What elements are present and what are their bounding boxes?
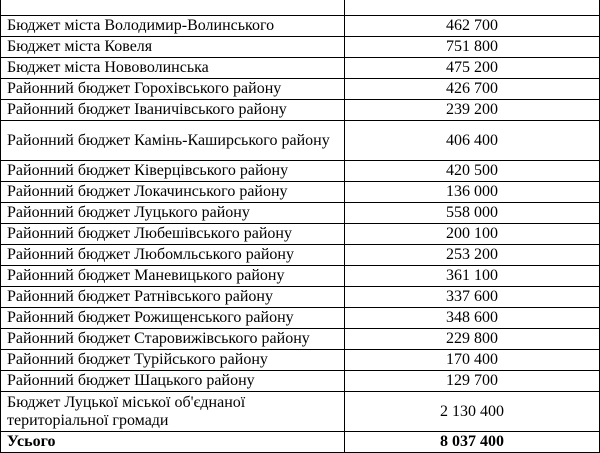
table-row [1, 266, 600, 287]
budget-amount-cell: 239 200 [345, 100, 600, 121]
budget-amount-cell: 229 800 [345, 329, 600, 350]
budget-amount-cell: 136 000 [345, 182, 600, 203]
table-row [1, 58, 600, 79]
budget-amount-cell: 475 200 [345, 58, 600, 79]
budget-name-cell: Районний бюджет Рожищенського району [1, 308, 345, 329]
table-row [1, 329, 600, 350]
budget-name-cell: Районний бюджет Шацького району [1, 371, 345, 392]
budget-name-cell: Бюджет міста Володимир-Волинського [1, 16, 345, 37]
table-row [1, 100, 600, 121]
budget-amount-cell: 558 000 [345, 203, 600, 224]
table-row [1, 287, 600, 308]
budget-amount-cell: 337 600 [345, 287, 600, 308]
table-row [1, 308, 600, 329]
spacer-cell [1, 0, 345, 16]
budget-name-cell: Районний бюджет Локачинського району [1, 182, 345, 203]
table-row [1, 37, 600, 58]
spacer-cell [345, 0, 600, 16]
budget-amount-cell: 406 400 [345, 121, 600, 161]
budget-name-cell: Бюджет міста Ковеля [1, 37, 345, 58]
budget-name-cell: Районний бюджет Горохівського району [1, 79, 345, 100]
budget-amount-cell: 200 100 [345, 224, 600, 245]
budget-name-cell: Бюджет Луцької міської об'єднаної територіальної громади [1, 392, 345, 432]
budget-name-cell: Районний бюджет Любомльського району [1, 245, 345, 266]
budget-amount-cell: 2 130 400 [345, 392, 600, 432]
table-row [1, 245, 600, 266]
budget-name-cell: Районний бюджет Турійського району [1, 350, 345, 371]
total-row [1, 432, 600, 453]
budget-amount-cell: 348 600 [345, 308, 600, 329]
budget-name-cell: Районний бюджет Луцького району [1, 203, 345, 224]
budget-amount-cell: 253 200 [345, 245, 600, 266]
budget-name-cell: Районний бюджет Ратнівського району [1, 287, 345, 308]
table-row [1, 203, 600, 224]
budget-amount-cell: 751 800 [345, 37, 600, 58]
budget-amount-cell: 420 500 [345, 161, 600, 182]
budget-name-cell: Бюджет міста Нововолинська [1, 58, 345, 79]
budget-name-cell: Районний бюджет Старовижівського району [1, 329, 345, 350]
budget-amount-cell: 129 700 [345, 371, 600, 392]
budget-name-cell: Районний бюджет Ківерцівського району [1, 161, 345, 182]
budget-name-cell: Районний бюджет Любешівського району [1, 224, 345, 245]
total-label: Усього [1, 432, 345, 453]
table-row [1, 224, 600, 245]
budget-amount-cell: 170 400 [345, 350, 600, 371]
table-row [1, 121, 600, 161]
budget-name-cell: Районний бюджет Іваничівського району [1, 100, 345, 121]
table-row [1, 161, 600, 182]
table-row [1, 350, 600, 371]
budget-name-cell: Районний бюджет Маневицького району [1, 266, 345, 287]
table-row [1, 79, 600, 100]
top-spacer-row [1, 0, 600, 16]
table-row [1, 371, 600, 392]
total-amount: 8 037 400 [345, 432, 600, 453]
table-row [1, 16, 600, 37]
budget-amount-cell: 462 700 [345, 16, 600, 37]
table-row [1, 182, 600, 203]
budget-amount-cell: 426 700 [345, 79, 600, 100]
budget-table-body [1, 0, 600, 453]
budget-name-cell: Районний бюджет Камінь-Каширського району [1, 121, 345, 161]
budget-amount-cell: 361 100 [345, 266, 600, 287]
